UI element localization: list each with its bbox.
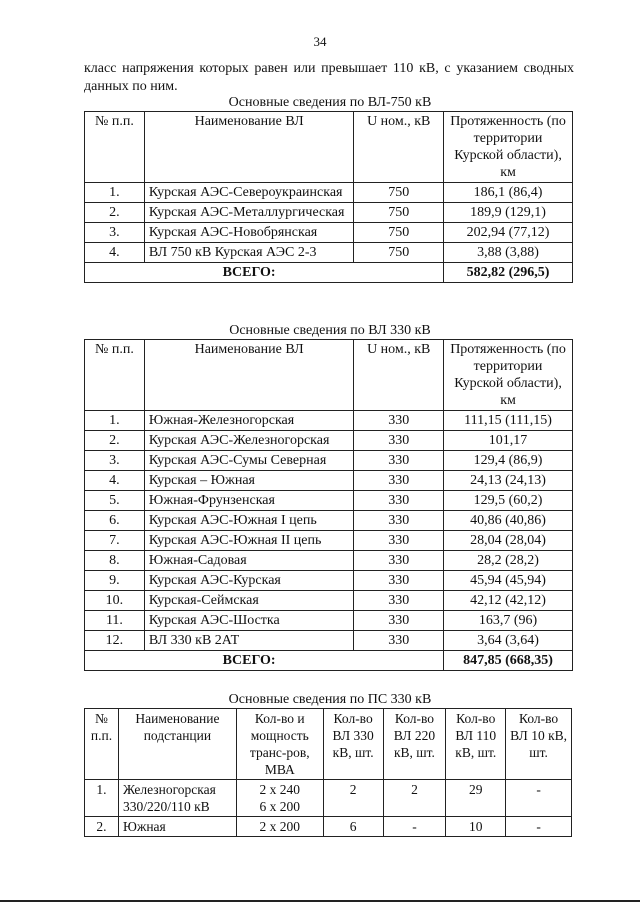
- page-number: 34: [313, 34, 327, 49]
- table-cell: 2.: [85, 203, 145, 223]
- table-cell: Курская АЭС-Сумы Северная: [144, 451, 354, 471]
- table-cell: 5.: [85, 491, 145, 511]
- table-row: [85, 223, 573, 243]
- table-cell: Курская АЭС-Железногорская: [144, 431, 354, 451]
- table-row: [85, 491, 573, 511]
- table-cell: 6.: [85, 511, 145, 531]
- total-label: ВСЕГО:: [144, 263, 354, 283]
- table-cell: 163,7 (96): [444, 611, 573, 631]
- header-number: № п.п.: [85, 340, 145, 411]
- table-cell: 24,13 (24,13): [444, 471, 573, 491]
- table-cell: 2 х 240 6 х 200: [236, 780, 323, 817]
- table-cell: 29: [446, 780, 506, 817]
- table-cell: 1.: [85, 183, 145, 203]
- table-row: [85, 511, 573, 531]
- table-cell: 330: [354, 491, 444, 511]
- table-row: [85, 471, 573, 491]
- table-cell: Южная-Фрунзенская: [144, 491, 354, 511]
- table-cell: 111,15 (111,15): [444, 411, 573, 431]
- header-vl110: Кол-во ВЛ 110 кВ, шт.: [446, 709, 506, 780]
- table-row: [85, 591, 573, 611]
- page-bottom-rule: [0, 900, 640, 902]
- header-voltage: U ном., кВ: [354, 340, 444, 411]
- table-row: [85, 571, 573, 591]
- table-cell: 129,5 (60,2): [444, 491, 573, 511]
- table-cell: 189,9 (129,1): [444, 203, 573, 223]
- header-vl10: Кол-во ВЛ 10 кВ, шт.: [506, 709, 572, 780]
- table-cell: Курская АЭС-Шостка: [144, 611, 354, 631]
- table-cell: Южная-Садовая: [144, 551, 354, 571]
- header-vl330: Кол-во ВЛ 330 кВ, шт.: [323, 709, 383, 780]
- table-cell: -: [383, 817, 446, 837]
- table-cell: 28,2 (28,2): [444, 551, 573, 571]
- table-cell: 2 х 200: [236, 817, 323, 837]
- table-row: [85, 411, 573, 431]
- table-cell: 3.: [85, 223, 145, 243]
- table-cell: Курская АЭС-Новобрянская: [144, 223, 354, 243]
- table-cell: Южная: [118, 817, 236, 837]
- table-cell: 330: [354, 431, 444, 451]
- header-name: Наименование ВЛ: [144, 112, 354, 183]
- table-row: [85, 183, 573, 203]
- table-cell: 330: [354, 531, 444, 551]
- table-cell: Курская АЭС-Североукраинская: [144, 183, 354, 203]
- table-cell: 330: [354, 571, 444, 591]
- table-cell: Курская – Южная: [144, 471, 354, 491]
- table-cell: Курская АЭС-Южная I цепь: [144, 511, 354, 531]
- table-row: [85, 817, 572, 837]
- table-cell: Курская АЭС-Металлургическая: [144, 203, 354, 223]
- table-row: [85, 243, 573, 263]
- total-value: 582,82 (296,5): [444, 263, 573, 283]
- table-cell: 330: [354, 511, 444, 531]
- table-vl-330: [84, 339, 573, 671]
- table-cell: 6: [323, 817, 383, 837]
- table-cell: Железногорская 330/220/110 кВ: [118, 780, 236, 817]
- table-cell: 2.: [85, 431, 145, 451]
- table-cell: Курская АЭС-Южная II цепь: [144, 531, 354, 551]
- header-transformers: Кол-во и мощность транс-ров, МВА: [236, 709, 323, 780]
- table-cell: 101,17: [444, 431, 573, 451]
- table-total-row: [85, 651, 573, 671]
- table-row: [85, 203, 573, 223]
- table-cell: 750: [354, 223, 444, 243]
- table-cell: 10.: [85, 591, 145, 611]
- table-cell: 330: [354, 471, 444, 491]
- table2-caption: Основные сведения по ВЛ 330 кВ: [229, 323, 431, 338]
- header-number: № п.п.: [85, 112, 145, 183]
- table-cell: -: [506, 780, 572, 817]
- table-row: [85, 631, 573, 651]
- table3-caption: Основные сведения по ПС 330 кВ: [228, 692, 432, 707]
- total-label: ВСЕГО:: [144, 651, 354, 671]
- table-header-row: [85, 112, 573, 183]
- table-cell: -: [506, 817, 572, 837]
- table-cell: 28,04 (28,04): [444, 531, 573, 551]
- table-cell: 750: [354, 183, 444, 203]
- table-row: [85, 531, 573, 551]
- table-cell: ВЛ 330 кВ 2АТ: [144, 631, 354, 651]
- header-name: Наименование ВЛ: [144, 340, 354, 411]
- table-cell: 3,88 (3,88): [444, 243, 573, 263]
- table-cell: 7.: [85, 531, 145, 551]
- table-cell: ВЛ 750 кВ Курская АЭС 2-3: [144, 243, 354, 263]
- table-cell: 12.: [85, 631, 145, 651]
- table-cell: 750: [354, 243, 444, 263]
- table-cell: 40,86 (40,86): [444, 511, 573, 531]
- table-cell: 330: [354, 611, 444, 631]
- header-number: № п.п.: [85, 709, 119, 780]
- table-cell: 1.: [85, 411, 145, 431]
- header-substation: Наименование подстанции: [118, 709, 236, 780]
- table-cell: 2: [323, 780, 383, 817]
- table-row: [85, 451, 573, 471]
- table-row: [85, 780, 572, 817]
- table-cell: 4.: [85, 243, 145, 263]
- table-cell: 750: [354, 203, 444, 223]
- table-row: [85, 551, 573, 571]
- table-cell: 330: [354, 451, 444, 471]
- header-length: Протяженность (по территории Курской области), км: [444, 340, 573, 411]
- table-cell: 330: [354, 631, 444, 651]
- table-header-row: [85, 340, 573, 411]
- table-header-row: [85, 709, 572, 780]
- table-cell: 1.: [85, 780, 119, 817]
- intro-paragraph: класс напряжения которых равен или превышает 110 кВ, с указанием сводных данных по ним.: [84, 61, 574, 94]
- table-cell: 3.: [85, 451, 145, 471]
- table-cell: 330: [354, 551, 444, 571]
- table-cell: 330: [354, 591, 444, 611]
- table-cell: 10: [446, 817, 506, 837]
- table-row: [85, 611, 573, 631]
- table-total-row: [85, 263, 573, 283]
- table-cell: 9.: [85, 571, 145, 591]
- table1-caption: Основные сведения по ВЛ-750 кВ: [228, 95, 432, 110]
- table-cell: 186,1 (86,4): [444, 183, 573, 203]
- table-cell: 8.: [85, 551, 145, 571]
- table-cell: Курская АЭС-Курская: [144, 571, 354, 591]
- header-voltage: U ном., кВ: [354, 112, 444, 183]
- header-length: Протяженность (по территории Курской области), км: [444, 112, 573, 183]
- table-cell: 202,94 (77,12): [444, 223, 573, 243]
- table-row: [85, 431, 573, 451]
- table-cell: 42,12 (42,12): [444, 591, 573, 611]
- total-value: 847,85 (668,35): [444, 651, 573, 671]
- table-cell: 129,4 (86,9): [444, 451, 573, 471]
- table-cell: 3,64 (3,64): [444, 631, 573, 651]
- table-cell: 45,94 (45,94): [444, 571, 573, 591]
- table-cell: Южная-Железногорская: [144, 411, 354, 431]
- table-cell: Курская-Сеймская: [144, 591, 354, 611]
- header-vl220: Кол-во ВЛ 220 кВ, шт.: [383, 709, 446, 780]
- table-cell: 4.: [85, 471, 145, 491]
- table-cell: 330: [354, 411, 444, 431]
- table-vl-750: [84, 111, 573, 283]
- table-cell: 11.: [85, 611, 145, 631]
- table-cell: 2: [383, 780, 446, 817]
- table-ps-330: [84, 708, 572, 837]
- table-cell: 2.: [85, 817, 119, 837]
